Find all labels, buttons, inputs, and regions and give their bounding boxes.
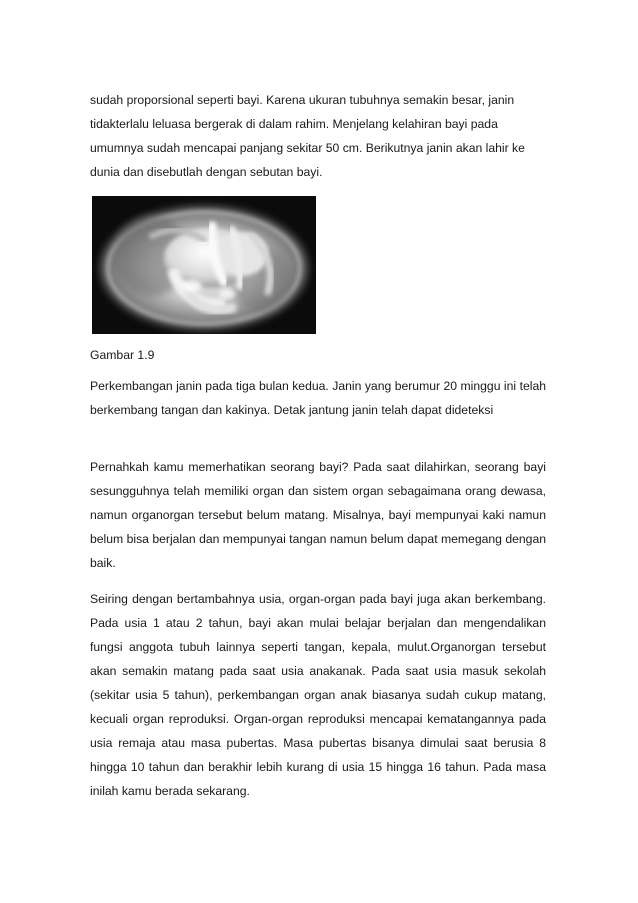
fetus-photo [92, 196, 316, 334]
paragraph-baby-organs: Pernahkah kamu memerhatikan seorang bayi? Pada saat dilahirkan, seorang bayi sesungguhnya telah memiliki organ dan sistem organ sebagaimana orang dewasa, namun organorgan tersebut belum matang. Misalnya, bayi mempunyai kaki namun belum bisa berjalan dan mempunyai tangan namun belum dapat memegang dengan baik. [90, 460, 546, 570]
fetus-image [92, 196, 316, 334]
paragraph-organ-development: Seiring dengan bertambahnya usia, organ-organ pada bayi juga akan berkembang. Pada usia 1 atau 2 tahun, bayi akan mulai belajar berjalan dan mengendalikan fungsi anggota tubuh lainnya seperti tangan, kepala, mulut.Organorgan tersebut akan semakin matang pada saat usia anakanak. Pada saat usia masuk sekolah (sekitar usia 5 tahun), perkembangan organ anak biasanya sudah cukup matang, kecuali organ reproduksi. Organ-organ reproduksi mencapai kematangannya pada usia remaja atau masa pubertas. Masa pubertas bisanya dimulai saat berusia 8 hingga 10 tahun dan berakhir lebih kurang di usia 15 hingga 16 tahun. Pada masa inilah kamu berada sekarang. [90, 592, 546, 798]
figure-caption: Gambar 1.9 [90, 348, 155, 362]
paragraph-fetal-growth: sudah proporsional seperti bayi. Karena ukuran tubuhnya semakin besar, janin tidakterlalu leluasa bergerak di dalam rahim. Menjelang kelahiran bayi pada umumnya sudah mencapai panjang sekitar 50 cm. Berikutnya janin akan lahir ke dunia dan disebutlah dengan sebutan bayi. [90, 93, 525, 179]
paragraph-figure-description: Perkembangan janin pada tiga bulan kedua. Janin yang berumur 20 minggu ini telah berkembang tangan dan kakinya. Detak jantung janin telah dapat dideteksi [90, 379, 546, 417]
